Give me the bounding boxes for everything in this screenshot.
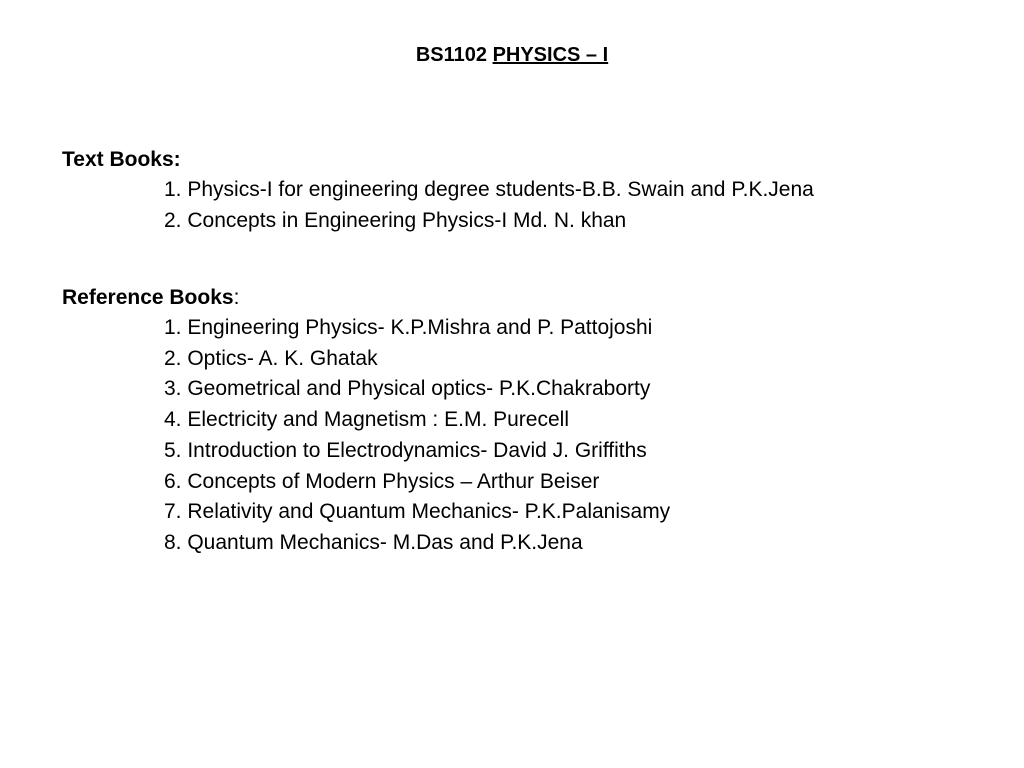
reference-books-list [62, 313, 670, 559]
list-item: 6. Concepts of Modern Physics – Arthur Beiser [164, 469, 600, 493]
list-item: 5. Introduction to Electrodynamics- David J. Griffiths [164, 438, 647, 462]
list-item: 2. Concepts in Engineering Physics-I Md. N. khan [164, 208, 627, 232]
text-books-section [62, 145, 814, 236]
list-item: 1. Engineering Physics- K.P.Mishra and P. Pattojoshi [164, 316, 653, 339]
page-title [0, 41, 1024, 69]
reference-books-section [62, 283, 670, 559]
list-item: 2. Optics- A. K. Ghatak [164, 346, 378, 370]
list-item: 3. Geometrical and Physical optics- P.K.Chakraborty [164, 377, 651, 401]
reference-books-heading-label: Reference Books [62, 286, 234, 309]
reference-books-heading-colon: : [233, 286, 240, 309]
course-code: BS1102 [415, 44, 487, 66]
course-subject: PHYSICS – I [492, 44, 609, 66]
list-item: 4. Electricity and Magnetism : E.M. Purecell [164, 408, 569, 432]
list-item: 8. Quantum Mechanics- M.Das and P.K.Jena [164, 530, 583, 554]
list-item: 1. Physics-I for engineering degree students-B.B. Swain and P.K.Jena [164, 178, 814, 201]
list-item: 7. Relativity and Quantum Mechanics- P.K.Palanisamy [164, 500, 671, 524]
text-books-list [62, 175, 814, 236]
reference-books-heading [62, 283, 670, 313]
text-books-heading: Text Books: [62, 148, 181, 171]
